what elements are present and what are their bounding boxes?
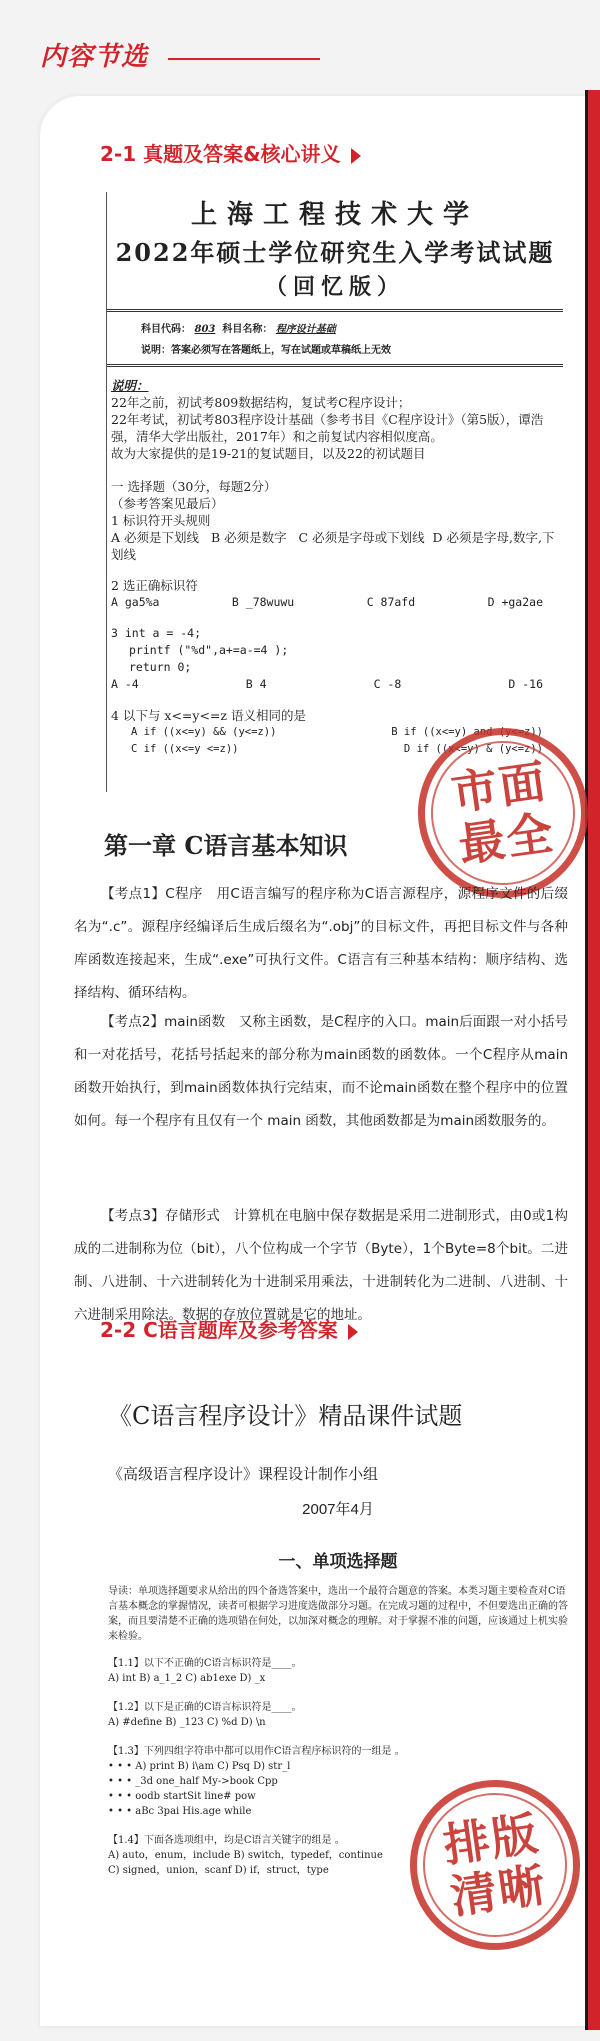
question-options: A) #define B) _123 C) %d D) \n — [108, 1717, 266, 1728]
header-title: 内容节选 — [40, 42, 149, 72]
note-line: 22年考试，初试考803程序设计基础（参考书目《C程序设计》（第5版），谭浩强，清华大学出版社，2017年）和之前复试内容相似度高。 — [111, 412, 544, 444]
question: 【1.3】下列四组字符串中都可以用作C语言程序标识符的一组是 。 — [108, 1746, 405, 1757]
question-stem: 2 选正确标识符 — [111, 578, 198, 593]
question-options — [111, 594, 563, 611]
option: C 87afd — [366, 595, 416, 609]
question-options: • • • oodb startSit line# pow — [108, 1791, 256, 1802]
option: D if ((x<=y) & (y<=z)) — [403, 743, 543, 755]
part-title: 一 选择题（30分，每题2分） — [111, 479, 277, 494]
key-point-3: 【考点3】存储形式 计算机在电脑中保存数据是采用二进制形式，由0或1构成的二进制称为位（bit），八个位构成一个字节（Byte），1个Byte=8个bit。二进制、八进制、十六进制转化为十进制采用乘法，十进制转化为二进制、八进制、十六进制采用除法。数据的存放位置就是它的地址。 — [74, 1208, 568, 1323]
question: 【1.2】以下是正确的C语言标识符是____。 — [108, 1702, 302, 1713]
option: D -16 — [508, 677, 543, 691]
note-label: 说明： — [111, 378, 149, 393]
question-options: • • • aBc 3pai His.age while — [108, 1806, 252, 1817]
course-date: 2007年4月 — [302, 1501, 374, 1518]
option: A ga5%a — [111, 595, 160, 609]
option: B if ((x<=y) and (y<=z)) — [391, 726, 543, 738]
section-title-1 — [100, 138, 361, 167]
exam-instruction: 说明：答案必须写在答题纸上，写在试题或草稿纸上无效 — [141, 345, 391, 356]
exam-university: 上海工程技术大学 — [190, 200, 479, 230]
code-value: 803 — [194, 324, 216, 335]
part-note: （参考答案见最后） — [111, 496, 224, 511]
question-options: C) signed，union，scanf D) if，struct，type — [108, 1865, 329, 1876]
question-options — [111, 529, 563, 563]
exam-divider-top — [107, 309, 563, 312]
option: C -8 — [373, 677, 402, 691]
question-options — [111, 676, 563, 693]
side-rail — [588, 90, 600, 2030]
section-title-1-text: 2-1 真题及答案&核心讲义 — [100, 142, 341, 166]
question-options: A) int B) a_1_2 C) ab1exe D) _x — [108, 1673, 266, 1684]
code-line: return 0; — [129, 660, 192, 674]
question: 【1.4】下面各选项组中，均是C语言关键字的组是 。 — [108, 1835, 345, 1846]
note-line: 故为大家提供的是19-21的复试题目，以及22的初试题目 — [111, 446, 426, 461]
question-stem: 1 标识符开头规则 — [111, 513, 211, 528]
chapter-title: 第一章 C语言基本知识 — [104, 831, 348, 860]
option: A if ((x<=y) && (y<=z)) — [131, 726, 277, 738]
page-header — [40, 36, 148, 73]
stamp-line: 排版 — [440, 1805, 543, 1873]
stamp-line: 最全 — [455, 805, 558, 873]
question-options: • • • _3d one_half My->book Cpp — [108, 1776, 278, 1787]
course-group: 《高级语言程序设计》课程设计制作小组 — [108, 1466, 379, 1483]
option: C 必须是字母或下划线 — [298, 530, 425, 545]
course-guide: 导读：单项选择题要求从给出的四个备选答案中，选出一个最符合题意的答案。本类习题主要检查对C语言基本概念的掌握情况，读者可根据学习进度选做部分习题。在完成习题的过程中，不但要选出正确的答案，而且要清楚不正确的选项错在何处，以加深对概念的理解。对于掌握不准的问题，应该通过上机实验来检验。 — [108, 1586, 568, 1642]
name-label: 科目名称： — [222, 324, 273, 335]
question: 【1.1】以下不正确的C语言标识符是____。 — [108, 1658, 302, 1669]
stamp-line: 清晰 — [447, 1857, 550, 1925]
stamp-line: 市面 — [448, 753, 551, 821]
key-point-2: 【考点2】main函数 又称主函数，是C程序的入口。main后面跟一对小括号和一对花括号，花括号括起来的部分称为main函数的函数体。一个C程序从main函数开始执行，到main函数体执行完结束，而不论main函数在整个程序中的位置如何。每一个程序有且仅有一个 main 函数，其他函数都是为main函数服务的。 — [74, 1014, 568, 1129]
question-options: • • • A) print B) i\am C) Psq D) str_l — [108, 1761, 291, 1772]
note-line: 22年之前，初试考809数据结构，复试考C程序设计； — [111, 395, 411, 410]
exam-meta — [141, 320, 563, 335]
option: C if ((x<=y <=z)) — [131, 743, 239, 755]
key-point-1: 【考点1】C程序 用C语言编写的程序称为C语言源程序，源程序文件的后缀名为“.c”。源程序经编译后生成后缀名为“.obj”的目标文件，再把目标文件与各种库函数连接起来，生成“.exe”可执行文件。C语言有三种基本结构：顺序结构、选择结构、循环结构。 — [74, 886, 568, 1001]
play-arrow-icon — [351, 148, 361, 164]
option: B 必须是数字 — [210, 530, 287, 545]
exam-body — [107, 367, 563, 758]
question-stem: 4 以下与 x<=y<=z 语义相同的是 — [111, 708, 306, 723]
name-value: 程序设计基础 — [275, 324, 336, 335]
code-label: 科目代码： — [141, 324, 191, 335]
play-arrow-icon — [348, 1324, 358, 1340]
code-line: printf ("%d",a+=a-=4 ); — [129, 643, 289, 657]
exam-year-title: 2022年硕士学位研究生入学考试试题 — [115, 238, 555, 267]
option: B 4 — [245, 677, 267, 691]
code-line: 3 int a = -4; — [111, 626, 202, 640]
option: A 必须是下划线 — [111, 530, 200, 545]
course-title: 《C语言程序设计》精品课件试题 — [108, 1402, 463, 1430]
header-rule — [168, 58, 320, 60]
option: A -4 — [111, 677, 139, 691]
exam-excerpt — [106, 192, 563, 792]
question-options: A) auto，enum，include B) switch，typedef，continue — [108, 1850, 383, 1861]
option: B _78wuwu — [231, 595, 295, 609]
section-title-2 — [100, 1314, 358, 1343]
option: D +ga2ae — [487, 595, 543, 609]
course-part-title: 一、单项选择题 — [278, 1552, 398, 1572]
option: D 必须是字母,数字,下划线 — [111, 530, 555, 562]
section-title-2-text: 2-2 C语言题库及参考答案 — [100, 1318, 338, 1342]
exam-recall: （回忆版） — [264, 274, 405, 300]
